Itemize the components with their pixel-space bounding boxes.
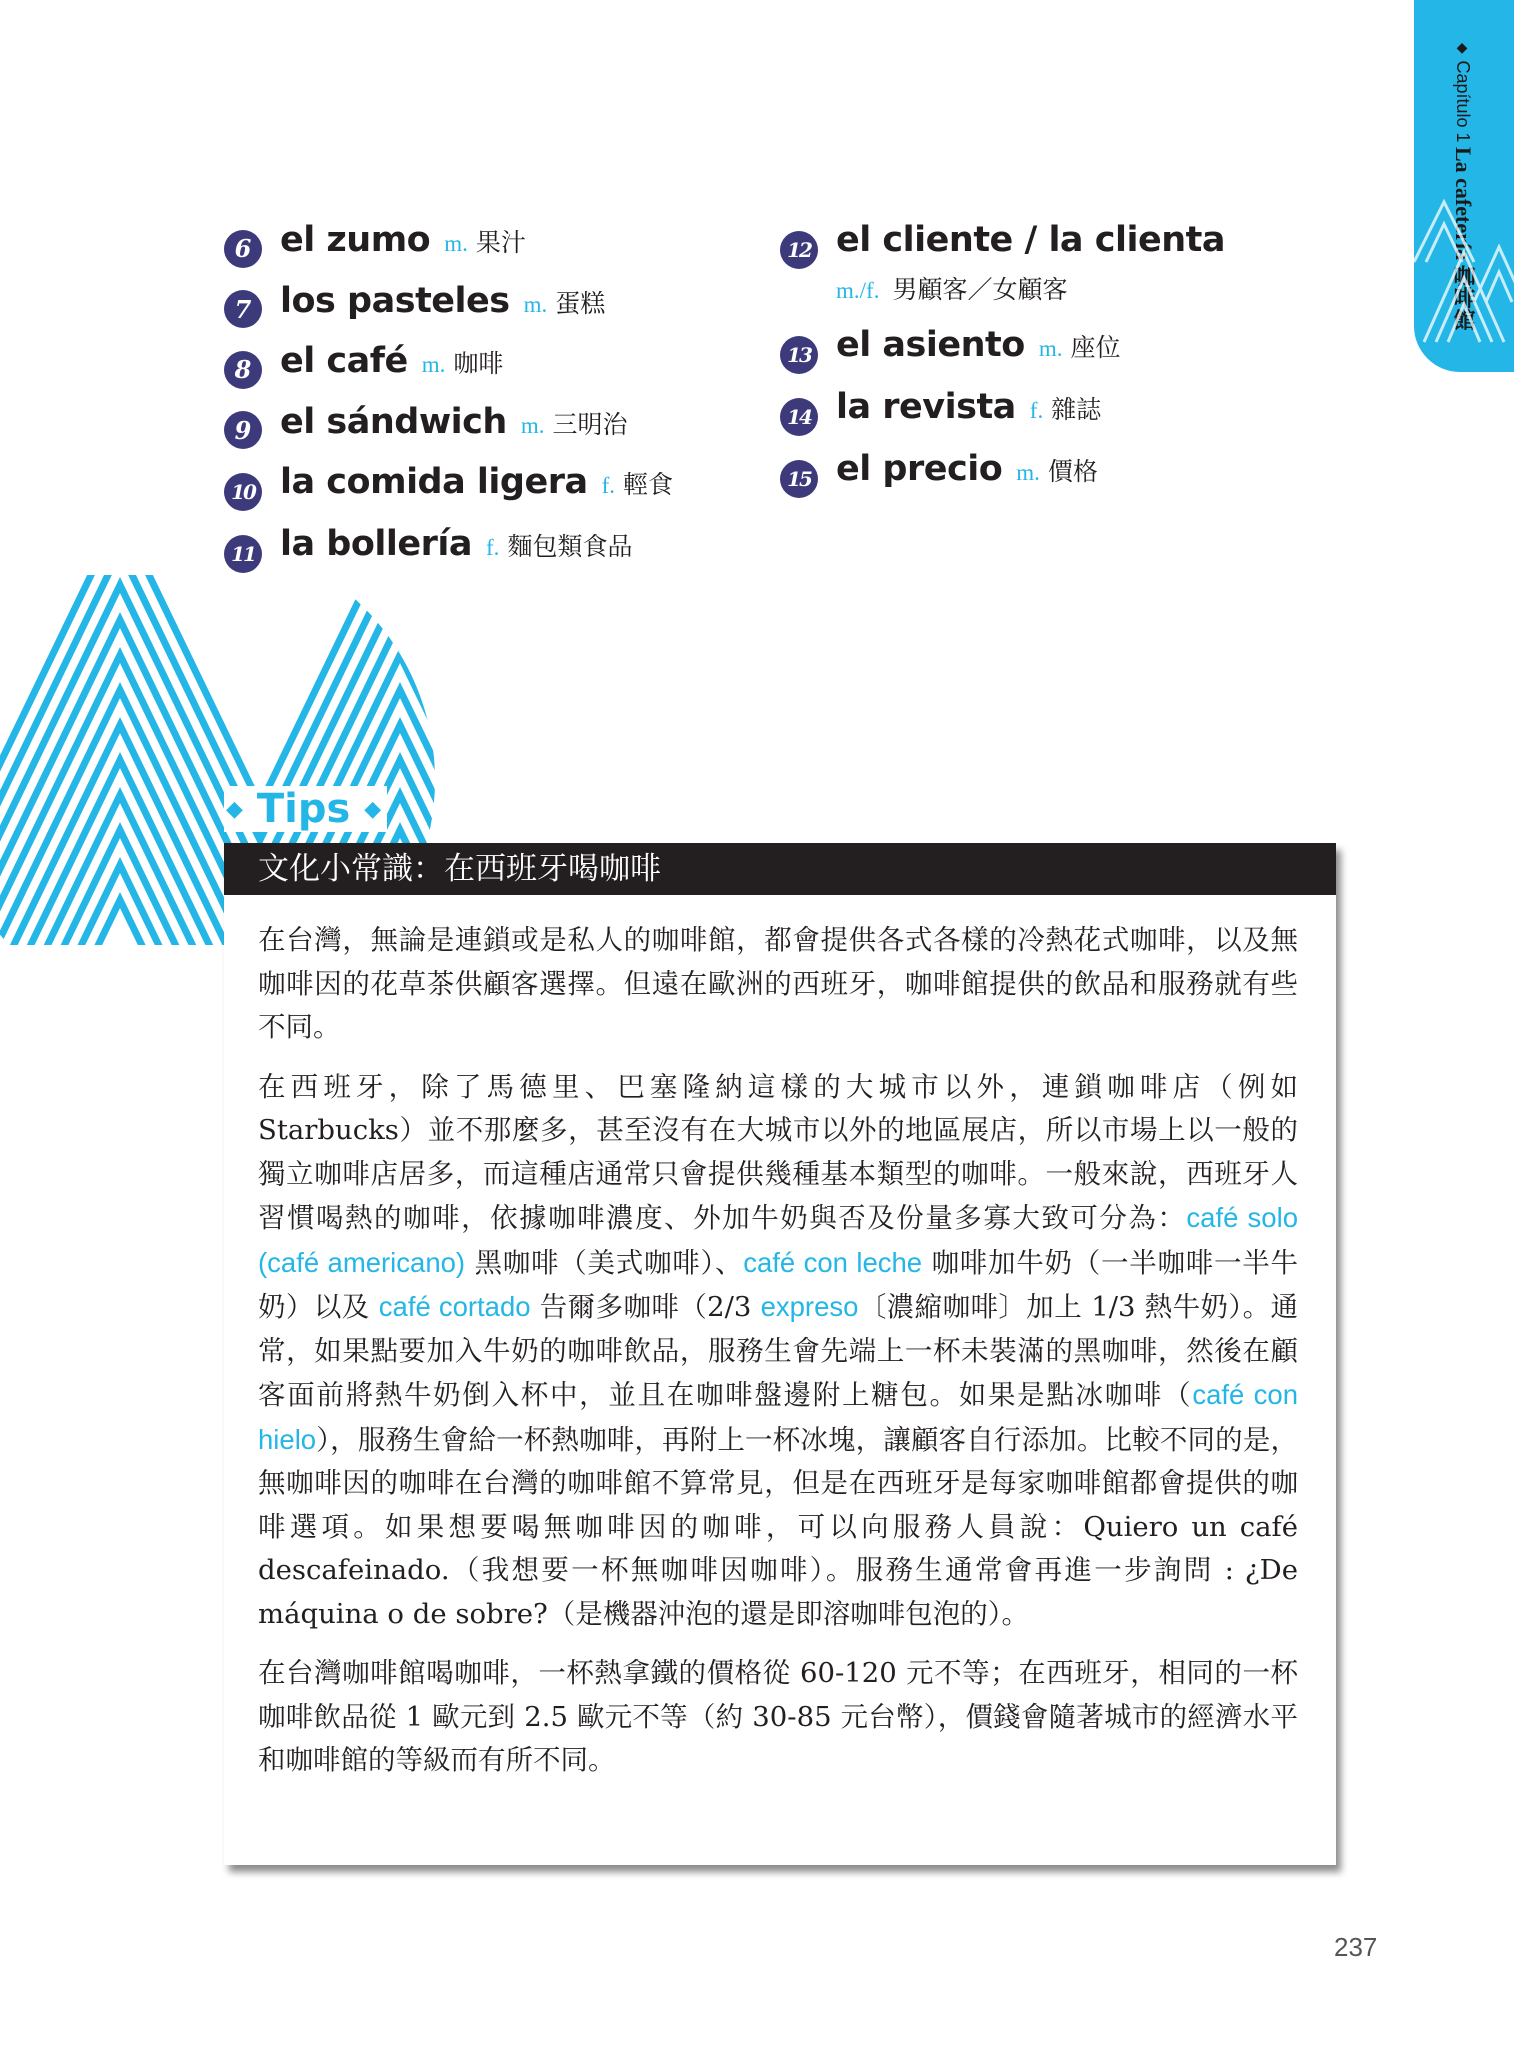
- tips-box: [224, 843, 1336, 1865]
- vocab-chinese: 三明治: [552, 409, 628, 439]
- chapter-tab: [1414, 0, 1514, 372]
- vocab-chinese: 座位: [1070, 333, 1121, 362]
- vocab-number-badge: 10: [224, 473, 262, 511]
- vocab-item: [224, 462, 673, 505]
- tips-title: Tips: [256, 786, 351, 832]
- vocab-spanish: el café: [280, 341, 408, 381]
- page-number: 237: [1334, 1932, 1378, 1962]
- tips-paragraph: 在台灣咖啡館喝咖啡，一杯熱拿鐵的價格從 60-120 元不等；在西班牙，相同的一杯咖啡飲品從 1 歐元到 2.5 歐元不等（約 30-85 元台幣），價錢會隨著城市的經濟水平和咖啡館的等級而有所不同。: [258, 1657, 1298, 1776]
- text-run: 黑咖啡（美式咖啡）、: [465, 1246, 744, 1279]
- vocab-spanish: el precio: [836, 449, 1003, 489]
- vocab-gender: m.: [520, 412, 545, 438]
- vocab-spanish: los pasteles: [280, 280, 510, 321]
- vocab-spanish: la revista: [836, 387, 1016, 427]
- vocab-item: [224, 220, 673, 262]
- vocab-gender: m.: [1016, 460, 1040, 485]
- vocab-item: [224, 402, 673, 444]
- vocab-list-left: [224, 220, 673, 586]
- vocab-number-badge: 12: [780, 231, 818, 269]
- vocab-chinese: 蛋糕: [555, 288, 606, 318]
- vocab-gender: f.: [601, 473, 616, 498]
- vocab-gender: m./f.: [836, 278, 880, 303]
- vocab-gender: m.: [523, 291, 548, 317]
- tab-triangle-pattern-icon: [1414, 192, 1514, 372]
- tips-paragraph: 在台灣，無論是連鎖或是私人的咖啡館，都會提供各式各樣的冷熱花式咖啡，以及無咖啡因的花草茶供顧客選擇。但遠在歐洲的西班牙，咖啡館提供的飲品和服務就有些不同。: [258, 924, 1298, 1043]
- vocab-number-badge: 9: [224, 411, 262, 449]
- vocab-gender: m.: [444, 231, 468, 256]
- diamond-icon: ◆: [226, 797, 243, 822]
- vocab-spanish: el zumo: [280, 220, 431, 260]
- vocab-chinese: 輕食: [623, 470, 674, 499]
- diamond-icon: ◆: [364, 797, 382, 822]
- diamond-icon: ◆: [1455, 40, 1471, 56]
- vocab-item: [224, 341, 673, 383]
- tips-body: [224, 895, 1336, 1783]
- text-run: 〔濃縮咖啡〕加上 1/3 熱牛奶）。通常，如果點要加入牛奶的咖啡飲品，服務生會先端上一杯未裝滿的黑咖啡，然後在顧客面前將熱牛奶倒入杯中，並且在咖啡盤邊附上糖包。如果是點冰咖啡（: [258, 1291, 1298, 1411]
- vocab-spanish: la bollería: [280, 524, 473, 564]
- vocab-gender: m.: [1038, 336, 1063, 361]
- vocab-number-badge: 6: [224, 230, 262, 268]
- text-run: 告爾多咖啡（2/3: [530, 1291, 761, 1323]
- chapter-title-es: La cafetería: [1451, 146, 1476, 260]
- vocab-gender: f.: [1029, 398, 1044, 423]
- vocab-number-badge: 7: [224, 290, 262, 328]
- vocab-spanish: el sándwich: [280, 401, 507, 442]
- highlight-term: café cortado: [378, 1291, 531, 1322]
- vocab-chinese: 果汁: [475, 228, 526, 257]
- vocab-spanish: el cliente / la clienta: [836, 220, 1225, 260]
- vocab-item: [224, 281, 673, 323]
- vocab-number-badge: 13: [780, 336, 818, 374]
- vocab-gender: m.: [421, 352, 446, 377]
- vocab-chinese: 價格: [1047, 457, 1098, 486]
- tips-label: [224, 786, 387, 832]
- vocab-number-badge: 14: [780, 398, 818, 436]
- text-run: 在西班牙，除了馬德里、巴塞隆納這樣的大城市以外，連鎖咖啡店（例如 Starbucks）並不那麼多，甚至沒有在大城市以外的地區展店，所以市場上以一般的獨立咖啡店居多，而這種店通常只會提供幾種基本類型的咖啡。一般來說，西班牙人習慣喝熱的咖啡，依據咖啡濃度、外加牛奶與否及份量多寡大致可分為：: [258, 1070, 1298, 1234]
- vocab-item: [780, 220, 1225, 263]
- vocab-item: [780, 387, 1225, 430]
- vocab-list-right: [780, 220, 1225, 511]
- tips-paragraph: [258, 1066, 1298, 1637]
- highlight-term: café con leche: [743, 1246, 923, 1278]
- vocab-chinese: 咖啡: [453, 349, 504, 378]
- chapter-label: Capítulo 1: [1453, 60, 1473, 143]
- text-run: 咖啡加牛奶（一半咖啡一半牛奶）以及: [258, 1246, 1298, 1323]
- vocab-chinese: 男顧客／女顧客: [892, 275, 1068, 304]
- vocab-chinese: 麵包類食品: [507, 532, 633, 561]
- vocab-number-badge: 11: [224, 535, 262, 573]
- vocab-number-badge: 15: [780, 460, 818, 498]
- highlight-term: café con hielo: [258, 1379, 1298, 1455]
- highlight-term: café solo (café americano): [258, 1202, 1298, 1278]
- highlight-term: expreso: [760, 1291, 859, 1322]
- vocab-gender: f.: [486, 535, 500, 560]
- vocab-spanish: la comida ligera: [280, 462, 588, 502]
- vocab-subline: [836, 270, 1225, 306]
- vocab-item: [780, 449, 1225, 492]
- vocab-number-badge: 8: [224, 351, 262, 389]
- chapter-title-zh: 咖啡館: [1451, 264, 1476, 331]
- tips-heading: 文化小常識：在西班牙喝咖啡: [224, 843, 1336, 895]
- vocab-item: [780, 325, 1225, 368]
- vocab-item: [224, 524, 673, 567]
- vocab-chinese: 雜誌: [1051, 395, 1102, 424]
- text-run: ），服務生會給一杯熱咖啡，再附上一杯冰塊，讓顧客自行添加。比較不同的是，無咖啡因的咖啡在台灣的咖啡館不算常見，但是在西班牙是每家咖啡館都會提供的咖啡選項。如果想要喝無咖啡因的咖啡，可以向服務人員說：Quiero un café descafeinado.（我想要一杯無咖啡因咖啡）。服務生通常會再進一步詢問 : ¿De máquina o de sobre?（是機器沖泡的還是即溶咖啡包泡的）。: [258, 1423, 1298, 1630]
- vocab-spanish: el asiento: [836, 325, 1025, 365]
